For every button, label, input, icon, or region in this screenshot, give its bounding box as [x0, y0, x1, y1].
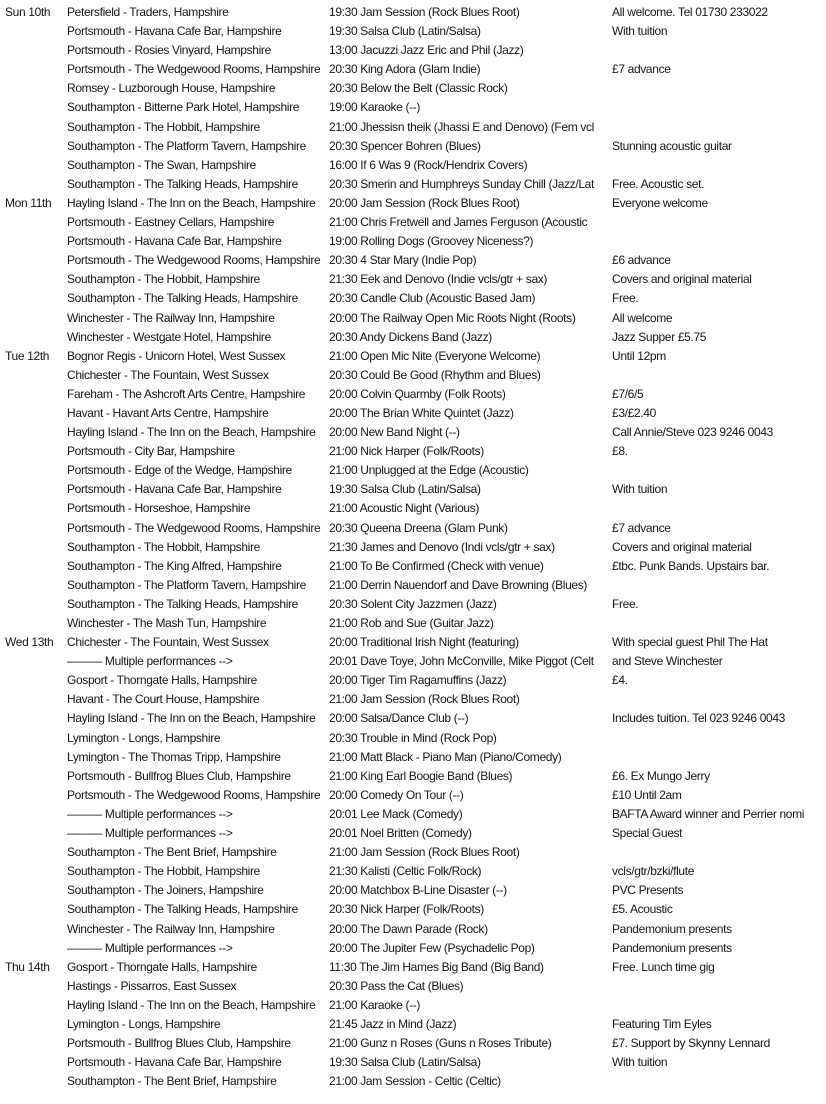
event-cell: 20:00 The Dawn Parade (Rock) — [329, 921, 488, 936]
event-cell: 21:00 Chris Fretwell and James Ferguson (Acoustic — [329, 215, 588, 230]
day-cell: Wed 13th — [5, 635, 54, 650]
venue-cell: Southampton - The Swan, Hampshire — [67, 157, 256, 172]
venue-cell: Portsmouth - Rosies Vinyard, Hampshire — [67, 43, 271, 58]
note-cell: All welcome. Tel 01730 233022 — [612, 5, 768, 19]
listing-row — [0, 519, 826, 538]
venue-cell: Winchester - Westgate Hotel, Hampshire — [67, 329, 271, 344]
event-cell: 20:30 King Adora (Glam Indie) — [329, 62, 481, 77]
listing-row — [0, 442, 826, 461]
event-cell: 21:30 Kalisti (Celtic Folk/Rock) — [329, 864, 482, 879]
event-cell: 20:30 Solent City Jazzmen (Jazz) — [329, 596, 497, 611]
listing-row — [0, 480, 826, 499]
event-cell: 21:00 Rob and Sue (Guitar Jazz) — [329, 616, 494, 630]
venue-cell: Gosport - Thorngate Halls, Hampshire — [67, 959, 257, 974]
venue-cell: Southampton - The King Alfred, Hampshire — [67, 558, 282, 573]
venue-cell: Portsmouth - Edge of the Wedge, Hampshire — [67, 463, 292, 478]
note-cell: Free. — [612, 291, 639, 306]
venue-cell: Fareham - The Ashcroft Arts Centre, Hampshire — [67, 386, 306, 401]
event-cell: 20:00 Tiger Tim Ragamuffins (Jazz) — [329, 673, 507, 688]
listing-row — [0, 289, 826, 308]
venue-cell: Southampton - The Joiners, Hampshire — [67, 883, 264, 898]
event-cell: 21:45 Jazz in Mind (Jazz) — [329, 1016, 457, 1031]
note-cell: Covers and original material — [612, 272, 752, 287]
venue-cell: Southampton - The Talking Heads, Hampshire — [67, 291, 298, 306]
event-cell: 20:00 Salsa/Dance Club (--) — [329, 711, 469, 726]
event-cell: 21:00 Jam Session - Celtic (Celtic) — [329, 1074, 501, 1089]
listing-row — [0, 98, 826, 117]
venue-cell: Portsmouth - The Wedgewood Rooms, Hampshire — [67, 62, 321, 77]
event-cell: 20:30 Below the Belt (Classic Rock) — [329, 81, 508, 96]
listing-row — [0, 595, 826, 614]
note-cell: £6. Ex Mungo Jerry — [612, 768, 710, 783]
listing-row — [0, 729, 826, 748]
note-cell: Covers and original material — [612, 539, 752, 554]
listing-row — [0, 251, 826, 270]
listing-row — [0, 709, 826, 728]
event-cell: 21:00 Jhessisn theik (Jhassi E and Denovo) (Fem vcl — [329, 119, 594, 134]
event-cell: 20:00 Jam Session (Rock Blues Root) — [329, 195, 520, 210]
note-cell: With tuition — [612, 1055, 668, 1070]
listing-row — [0, 79, 826, 98]
venue-cell: Lymington - Longs, Hampshire — [67, 1016, 221, 1031]
event-cell: 21:00 King Earl Boogie Band (Blues) — [329, 768, 513, 783]
day-cell: Mon 11th — [5, 195, 52, 210]
event-cell: 20:00 New Band Night (--) — [329, 425, 460, 440]
listing-row — [0, 1053, 826, 1072]
listing-row — [0, 900, 826, 919]
listing-row — [0, 175, 826, 194]
listing-row — [0, 347, 826, 366]
venue-cell: Southampton - The Platform Tavern, Hampshire — [67, 577, 306, 592]
event-cell: 20:30 Trouble in Mind (Rock Pop) — [329, 730, 497, 745]
event-cell: 20:00 Matchbox B-Line Disaster (--) — [329, 883, 507, 898]
venue-cell: Petersfield - Traders, Hampshire — [67, 5, 229, 19]
note-cell: Special Guest — [612, 826, 683, 841]
note-cell: Everyone welcome — [612, 195, 708, 210]
event-cell: 20:30 Queena Dreena (Glam Punk) — [329, 520, 508, 535]
listing-row — [0, 22, 826, 41]
listing-row — [0, 557, 826, 576]
listing-row — [0, 385, 826, 404]
note-cell: £10 Until 2am — [612, 787, 682, 802]
venue-cell: Southampton - The Bent Brief, Hampshire — [67, 1074, 277, 1089]
event-cell: 21:00 Jam Session (Rock Blues Root) — [329, 845, 520, 860]
venue-cell: Portsmouth - The Wedgewood Rooms, Hampshire — [67, 520, 321, 535]
event-cell: 21:00 Unplugged at the Edge (Acoustic) — [329, 463, 529, 478]
venue-cell: Portsmouth - City Bar, Hampshire — [67, 444, 235, 459]
listing-row — [0, 137, 826, 156]
event-cell: 21:00 Derrin Nauendorf and Dave Browning (Blues) — [329, 577, 588, 592]
event-cell: 20:30 Andy Dickens Band (Jazz) — [329, 329, 492, 344]
listing-row — [0, 843, 826, 862]
listing-row — [0, 614, 826, 633]
venue-cell: Romsey - Luzborough House, Hampshire — [67, 81, 276, 96]
venue-cell: Chichester - The Fountain, West Sussex — [67, 635, 269, 650]
note-cell: Call Annie/Steve 023 9246 0043 — [612, 425, 773, 440]
note-cell: £7. Support by Skynny Lennard — [612, 1036, 770, 1051]
venue-cell: Lymington - The Thomas Tripp, Hampshire — [67, 749, 281, 764]
event-cell: 16:00 If 6 Was 9 (Rock/Hendrix Covers) — [329, 157, 528, 172]
venue-cell: Portsmouth - Eastney Cellars, Hampshire — [67, 215, 275, 230]
note-cell: £4. — [612, 673, 628, 688]
listing-row — [0, 690, 826, 709]
event-cell: 20:00 The Railway Open Mic Roots Night (Roots) — [329, 310, 576, 325]
listing-row — [0, 156, 826, 175]
venue-cell: Portsmouth - The Wedgewood Rooms, Hampshire — [67, 253, 321, 268]
venue-cell: Winchester - The Mash Tun, Hampshire — [67, 616, 267, 630]
listing-row — [0, 576, 826, 595]
listing-row — [0, 213, 826, 232]
listing-row — [0, 1034, 826, 1053]
venue-cell: Gosport - Thorngate Halls, Hampshire — [67, 673, 257, 688]
note-cell: Until 12pm — [612, 348, 666, 363]
venue-cell: ——— Multiple performances --> — [67, 654, 233, 669]
event-cell: 20:30 4 Star Mary (Indie Pop) — [329, 253, 477, 268]
venue-cell: Southampton - The Hobbit, Hampshire — [67, 272, 260, 287]
event-cell: 20:30 Pass the Cat (Blues) — [329, 978, 464, 993]
event-cell: 20:30 Could Be Good (Rhythm and Blues) — [329, 367, 541, 382]
listing-row — [0, 767, 826, 786]
venue-cell: Hayling Island - The Inn on the Beach, Hampshire — [67, 997, 316, 1012]
venue-cell: ——— Multiple performances --> — [67, 806, 233, 821]
venue-cell: Havant - Havant Arts Centre, Hampshire — [67, 405, 269, 420]
venue-cell: Southampton - The Talking Heads, Hampshire — [67, 902, 298, 917]
event-cell: 20:00 The Jupiter Few (Psychadelic Pop) — [329, 940, 535, 955]
event-cell: 20:00 Traditional Irish Night (featuring) — [329, 635, 519, 650]
venue-cell: Havant - The Court House, Hampshire — [67, 692, 260, 707]
note-cell: With tuition — [612, 482, 668, 497]
event-cell: 21:00 Matt Black - Piano Man (Piano/Comedy) — [329, 749, 562, 764]
listing-row — [0, 423, 826, 442]
listing-row — [0, 3, 826, 22]
note-cell: All welcome — [612, 310, 673, 325]
venue-cell: Southampton - The Platform Tavern, Hampshire — [67, 138, 306, 153]
venue-cell: Portsmouth - Bullfrog Blues Club, Hampshire — [67, 768, 291, 783]
event-cell: 21:00 Open Mic Nite (Everyone Welcome) — [329, 348, 541, 363]
listings-sheet — [0, 3, 826, 1091]
note-cell: £3/£2.40 — [612, 405, 656, 420]
note-cell: Free. Acoustic set. — [612, 176, 705, 191]
note-cell: BAFTA Award winner and Perrier nomi — [612, 806, 805, 821]
listing-row — [0, 41, 826, 60]
venue-cell: Portsmouth - Bullfrog Blues Club, Hampshire — [67, 1036, 291, 1051]
venue-cell: Hayling Island - The Inn on the Beach, Hampshire — [67, 195, 316, 210]
note-cell: PVC Presents — [612, 883, 684, 898]
event-cell: 20:01 Dave Toye, John McConville, Mike Piggot (Celt — [329, 654, 594, 669]
listing-row — [0, 633, 826, 652]
listing-row — [0, 309, 826, 328]
listing-row — [0, 805, 826, 824]
venue-cell: Southampton - The Hobbit, Hampshire — [67, 864, 260, 879]
venue-cell: Hastings - Pissarros, East Sussex — [67, 978, 237, 993]
listing-row — [0, 881, 826, 900]
listing-row — [0, 652, 826, 671]
listing-row — [0, 118, 826, 137]
listing-row — [0, 958, 826, 977]
event-cell: 13:00 Jacuzzi Jazz Eric and Phil (Jazz) — [329, 43, 524, 58]
listing-row — [0, 366, 826, 385]
venue-cell: Portsmouth - Havana Cafe Bar, Hampshire — [67, 1055, 282, 1070]
venue-cell: Chichester - The Fountain, West Sussex — [67, 367, 269, 382]
event-cell: 19:00 Rolling Dogs (Groovey Niceness?) — [329, 234, 534, 249]
venue-cell: Southampton - The Talking Heads, Hampshire — [67, 596, 298, 611]
event-cell: 20:30 Spencer Bohren (Blues) — [329, 138, 481, 153]
event-cell: 21:30 Eek and Denovo (Indie vcls/gtr + sax) — [329, 272, 548, 287]
event-cell: 20:00 Comedy On Tour (--) — [329, 787, 464, 802]
event-cell: 20:01 Noel Britten (Comedy) — [329, 826, 472, 841]
note-cell: £6 advance — [612, 253, 671, 268]
event-cell: 20:30 Smerin and Humphreys Sunday Chill (Jazz/Lat — [329, 176, 594, 191]
note-cell: £7 advance — [612, 520, 671, 535]
listing-row — [0, 824, 826, 843]
event-cell: 19:30 Salsa Club (Latin/Salsa) — [329, 1055, 481, 1070]
venue-cell: Portsmouth - Havana Cafe Bar, Hampshire — [67, 482, 282, 497]
note-cell: With tuition — [612, 24, 668, 39]
event-cell: 20:00 Colvin Quarmby (Folk Roots) — [329, 386, 506, 401]
listing-row — [0, 996, 826, 1015]
event-cell: 21:00 To Be Confirmed (Check with venue) — [329, 558, 544, 573]
venue-cell: Southampton - The Hobbit, Hampshire — [67, 119, 260, 134]
note-cell: With special guest Phil The Hat — [612, 635, 768, 650]
note-cell: Stunning acoustic guitar — [612, 138, 732, 153]
note-cell: Pandemonium presents — [612, 921, 732, 936]
event-cell: 21:00 Nick Harper (Folk/Roots) — [329, 444, 484, 459]
listing-row — [0, 671, 826, 690]
listing-row — [0, 232, 826, 251]
venue-cell: Portsmouth - Havana Cafe Bar, Hampshire — [67, 234, 282, 249]
listing-row — [0, 748, 826, 767]
note-cell: Includes tuition. Tel 023 9246 0043 — [612, 711, 786, 726]
venue-cell: Southampton - Bitterne Park Hotel, Hampshire — [67, 100, 300, 115]
venue-cell: Portsmouth - The Wedgewood Rooms, Hampshire — [67, 787, 321, 802]
venue-cell: Southampton - The Talking Heads, Hampshire — [67, 176, 298, 191]
listing-row — [0, 920, 826, 939]
note-cell: Pandemonium presents — [612, 940, 732, 955]
event-cell: 21:00 Gunz n Roses (Guns n Roses Tribute) — [329, 1036, 552, 1051]
listing-row — [0, 60, 826, 79]
event-cell: 21:00 Karaoke (--) — [329, 997, 421, 1012]
event-cell: 20:30 Candle Club (Acoustic Based Jam) — [329, 291, 536, 306]
venue-cell: Winchester - The Railway Inn, Hampshire — [67, 310, 275, 325]
listing-row — [0, 499, 826, 518]
venue-cell: Bognor Regis - Unicorn Hotel, West Sussex — [67, 348, 286, 363]
event-cell: 19:00 Karaoke (--) — [329, 100, 421, 115]
venue-cell: Southampton - The Bent Brief, Hampshire — [67, 845, 277, 860]
note-cell: Free. Lunch time gig — [612, 959, 715, 974]
event-cell: 20:00 The Brian White Quintet (Jazz) — [329, 405, 514, 420]
event-cell: 21:30 James and Denovo (Indi vcls/gtr + sax) — [329, 539, 555, 554]
venue-cell: Hayling Island - The Inn on the Beach, Hampshire — [67, 711, 316, 726]
venue-cell: ——— Multiple performances --> — [67, 826, 233, 841]
day-cell: Tue 12th — [5, 348, 50, 363]
event-cell: 20:30 Nick Harper (Folk/Roots) — [329, 902, 484, 917]
listing-row — [0, 1015, 826, 1034]
note-cell: £7 advance — [612, 62, 671, 77]
venue-cell: Hayling Island - The Inn on the Beach, Hampshire — [67, 425, 316, 440]
note-cell: £5. Acoustic — [612, 902, 673, 917]
listing-row — [0, 786, 826, 805]
note-cell: Jazz Supper £5.75 — [612, 329, 707, 344]
listing-row — [0, 1072, 826, 1091]
listing-row — [0, 977, 826, 996]
venue-cell: Portsmouth - Horseshoe, Hampshire — [67, 501, 251, 516]
note-cell: Featuring Tim Eyles — [612, 1016, 712, 1031]
event-cell: 11:30 The Jim Hames Big Band (Big Band) — [329, 959, 544, 974]
listing-row — [0, 194, 826, 213]
event-cell: 19:30 Salsa Club (Latin/Salsa) — [329, 482, 481, 497]
venue-cell: Southampton - The Hobbit, Hampshire — [67, 539, 260, 554]
listing-row — [0, 538, 826, 557]
note-cell: Free. — [612, 596, 639, 611]
note-cell: vcls/gtr/bzki/flute — [612, 864, 695, 879]
event-cell: 20:01 Lee Mack (Comedy) — [329, 806, 463, 821]
listing-row — [0, 939, 826, 958]
note-cell: £7/6/5 — [612, 386, 644, 401]
event-cell: 21:00 Jam Session (Rock Blues Root) — [329, 692, 520, 707]
note-cell: £8. — [612, 444, 628, 459]
listing-row — [0, 461, 826, 480]
note-cell: and Steve Winchester — [612, 654, 723, 669]
venue-cell: Winchester - The Railway Inn, Hampshire — [67, 921, 275, 936]
venue-cell: ——— Multiple performances --> — [67, 940, 233, 955]
day-cell: Sun 10th — [5, 5, 51, 19]
event-cell: 19:30 Salsa Club (Latin/Salsa) — [329, 24, 481, 39]
venue-cell: Lymington - Longs, Hampshire — [67, 730, 221, 745]
venue-cell: Portsmouth - Havana Cafe Bar, Hampshire — [67, 24, 282, 39]
day-cell: Thu 14th — [5, 959, 50, 974]
note-cell: £tbc. Punk Bands. Upstairs bar. — [612, 558, 770, 573]
listing-row — [0, 328, 826, 347]
event-cell: 21:00 Acoustic Night (Various) — [329, 501, 480, 516]
listing-row — [0, 270, 826, 289]
event-cell: 19:30 Jam Session (Rock Blues Root) — [329, 5, 520, 19]
listing-row — [0, 404, 826, 423]
listing-row — [0, 862, 826, 881]
